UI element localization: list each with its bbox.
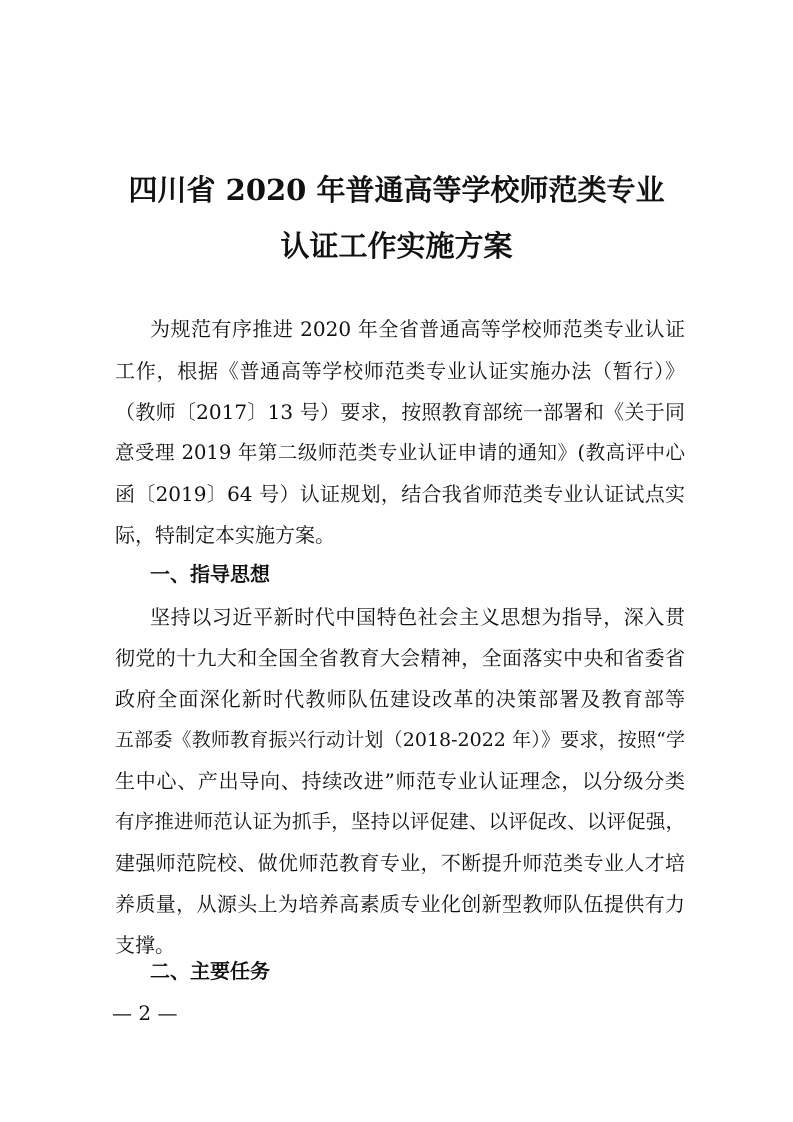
section-1-line-3: 政府全面深化新时代教师队伍建设改革的决策部署及教育部等 (115, 687, 685, 711)
section-1-line-8: 养质量，从源头上为培养高素质专业化创新型教师队伍提供有力 (115, 892, 685, 916)
section-1-heading: 一、指导思想 (150, 562, 270, 586)
section-1-line-2: 彻党的十九大和全国全省教育大会精神，全面落实中央和省委省 (115, 646, 685, 670)
document-title-line-2: 认证工作实施方案 (280, 229, 513, 263)
intro-line-3: （教师〔2017〕13 号）要求，按照教育部统一部署和《关于同 (115, 400, 685, 424)
page-number: — 2 — (112, 1001, 178, 1025)
intro-line-4: 意受理 2019 年第二级师范类专业认证申请的通知》(教高评中心 (115, 441, 685, 464)
section-1-line-5: 生中心、产出导向、持续改进”师范专业认证理念，以分级分类 (115, 769, 685, 793)
section-2-heading: 二、主要任务 (150, 959, 270, 983)
section-1-line-9: 支撑。 (115, 933, 175, 957)
document-title-line-1: 四川省 2020 年普通高等学校师范类专业 (128, 173, 665, 207)
intro-line-5: 函〔2019〕64 号）认证规划，结合我省师范类专业认证试点实 (115, 482, 685, 506)
section-1-line-1: 坚持以习近平新时代中国特色社会主义思想为指导，深入贯 (150, 605, 685, 629)
section-1-line-4: 五部委《教师教育振兴行动计划（2018-2022 年）》要求，按照“学 (115, 729, 685, 751)
intro-line-2: 工作，根据《普通高等学校师范类专业认证实施办法（暂行）》 (115, 359, 685, 383)
section-1-line-6: 有序推进师范认证为抓手，坚持以评促建、以评促改、以评促强， (115, 810, 685, 833)
intro-line-1: 为规范有序推进 2020 年全省普通高等学校师范类专业认证 (150, 317, 685, 341)
intro-line-6: 际，特制定本实施方案。 (115, 523, 335, 547)
section-1-line-7: 建强师范院校、做优师范教育专业，不断提升师范类专业人才培 (115, 851, 685, 875)
